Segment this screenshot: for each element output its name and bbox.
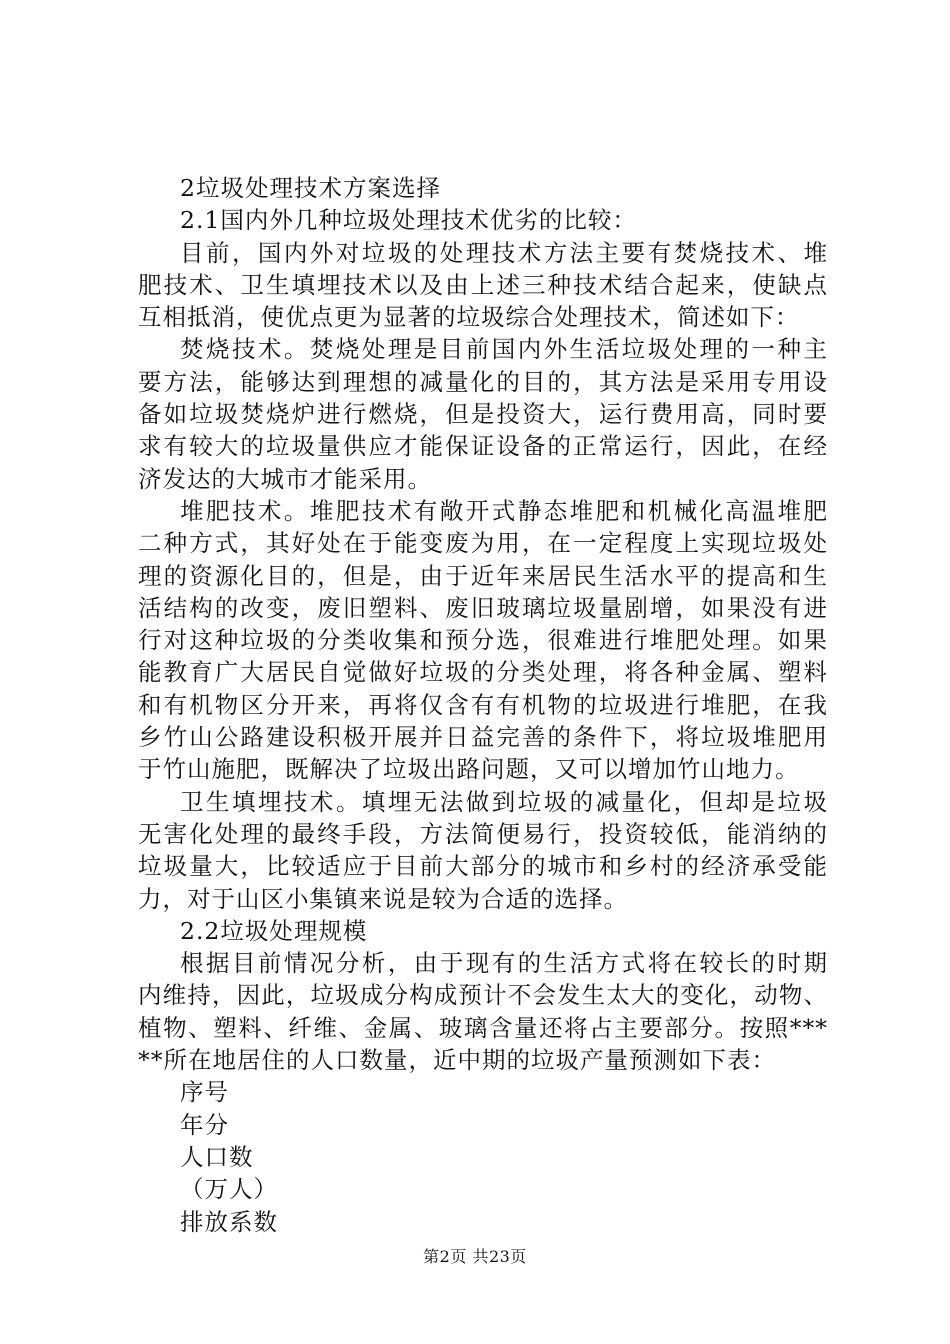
text-line: 人口数 <box>180 1142 254 1171</box>
text-line: 卫生填埋技术。填埋无法做到垃圾的减量化，但却是垃圾 <box>180 787 828 816</box>
text-line: 内维持，因此，垃圾成分构成预计不会发生太大的变化，动物、 <box>138 981 828 1010</box>
text-line: 乡竹山公路建设积极开展并日益完善的条件下，将垃圾堆肥用 <box>138 723 828 752</box>
text-line: 目前，国内外对垃圾的处理技术方法主要有焚烧技术、堆 <box>180 238 828 267</box>
text-line: 无害化处理的最终手段，方法简便易行，投资较低，能消纳的 <box>138 819 828 848</box>
text-line: 排放系数 <box>180 1207 278 1236</box>
text-line: 理的资源化目的，但是，由于近年来居民生活水平的提高和生 <box>138 561 828 590</box>
text-line: 求有较大的垃圾量供应才能保证设备的正常运行，因此，在经 <box>138 432 828 461</box>
text-line: 和有机物区分开来，再将仅含有有机物的垃圾进行堆肥，在我 <box>138 690 828 719</box>
text-line: 植物、塑料、纤维、金属、玻璃含量还将占主要部分。按照*** <box>138 1013 828 1042</box>
text-line: **所在地居住的人口数量，近中期的垃圾产量预测如下表： <box>138 1046 776 1075</box>
text-line: 焚烧技术。焚烧处理是目前国内外生活垃圾处理的一种主 <box>180 335 828 364</box>
text-line: 2垃圾处理技术方案选择 <box>180 174 441 202</box>
text-line: 年分 <box>180 1110 229 1139</box>
text-line: 二种方式，其好处在于能变废为用，在一定程度上实现垃圾处 <box>138 529 828 558</box>
text-line: 2.1国内外几种垃圾处理技术优劣的比较： <box>180 206 637 235</box>
text-line: 堆肥技术。堆肥技术有敞开式静态堆肥和机械化高温堆肥 <box>180 496 828 525</box>
text-line: 备如垃圾焚烧炉进行燃烧，但是投资大，运行费用高，同时要 <box>138 400 828 429</box>
text-line: 根据目前情况分析，由于现有的生活方式将在较长的时期 <box>180 949 828 978</box>
document-body <box>138 172 828 1238</box>
text-line: 肥技术、卫生填埋技术以及由上述三种技术结合起来，使缺点 <box>138 270 828 299</box>
text-line: 行对这种垃圾的分类收集和预分选，很难进行堆肥处理。如果 <box>138 626 828 655</box>
text-line: 济发达的大城市才能采用。 <box>138 464 432 493</box>
text-line: （万人） <box>180 1175 278 1204</box>
text-line: 活结构的改变，废旧塑料、废旧玻璃垃圾量剧增，如果没有进 <box>138 593 828 622</box>
text-line: 互相抵消，使优点更为显著的垃圾综合处理技术，简述如下： <box>138 303 800 332</box>
text-line: 序号 <box>180 1078 229 1107</box>
text-line: 能教育广大居民自觉做好垃圾的分类处理，将各种金属、塑料 <box>138 658 828 687</box>
page-footer: 第2页 共23页 <box>423 1247 527 1266</box>
text-line: 于竹山施肥，既解决了垃圾出路问题，又可以增加竹山地力。 <box>138 755 800 784</box>
text-line: 2.2垃圾处理规模 <box>180 916 368 945</box>
text-line: 垃圾量大，比较适应于目前大部分的城市和乡村的经济承受能 <box>138 852 828 881</box>
text-line: 要方法，能够达到理想的减量化的目的，其方法是采用专用设 <box>138 367 828 396</box>
text-line: 力，对于山区小集镇来说是较为合适的选择。 <box>138 884 628 913</box>
